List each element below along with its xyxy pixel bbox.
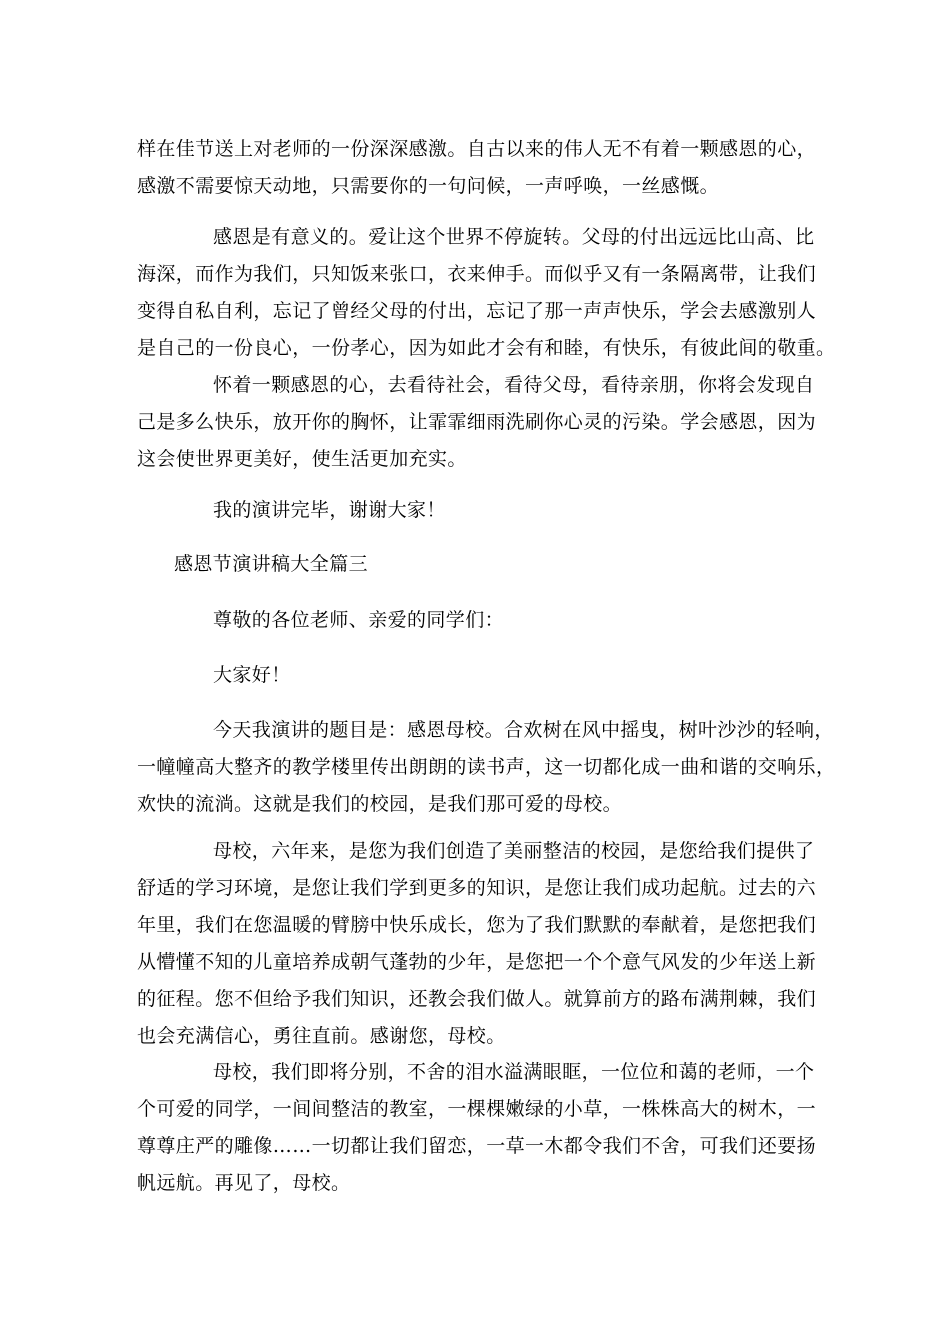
text-line: 从懵懂不知的儿童培养成朝气蓬勃的少年，是您把一个个意气风发的少年送上新 — [137, 951, 817, 973]
paragraph-8 — [137, 833, 827, 1055]
paragraph-3 — [137, 367, 827, 478]
text-line: 一幢幢高大整齐的教学楼里传出朗朗的读书声，这一切都化成一曲和谐的交响乐， — [137, 756, 836, 778]
paragraph-6 — [137, 657, 827, 694]
text-line: 个可爱的同学，一间间整洁的教室，一棵棵嫩绿的小草，一株株高大的树木，一 — [137, 1098, 817, 1120]
text-line: 欢快的流淌。这就是我们的校园，是我们那可爱的母校。 — [137, 793, 623, 815]
text-line: 尊尊庄严的雕像……一切都让我们留恋，一草一木都令我们不舍，可我们还要扬 — [137, 1135, 817, 1157]
paragraph-9 — [137, 1054, 827, 1202]
text-line: 尊敬的各位老师、亲爱的同学们： — [213, 609, 505, 631]
text-line: 母校，我们即将分别，不舍的泪水溢满眼眶，一位位和蔼的老师，一个 — [213, 1061, 815, 1083]
text-line: 也会充满信心，勇往直前。感谢您，母校。 — [137, 1025, 506, 1047]
text-line: 变得自私自利，忘记了曾经父母的付出，忘记了那一声声快乐，学会去感激别人 — [137, 300, 817, 322]
text-line: 样在佳节送上对老师的一份深深感激。自古以来的伟人无不有着一颗感恩的心， — [137, 138, 817, 160]
text-line: 海深，而作为我们，只知饭来张口，衣来伸手。而似乎又有一条隔离带，让我们 — [137, 263, 817, 285]
text-line: 大家好！ — [213, 664, 291, 686]
section-heading — [174, 546, 368, 583]
text-line: 这会使世界更美好，使生活更加充实。 — [137, 448, 467, 470]
text-line: 己是多么快乐，放开你的胸怀，让霏霏细雨洗刷你心灵的污染。学会感恩，因为 — [137, 411, 817, 433]
text-line: 怀着一颗感恩的心，去看待社会，看待父母，看待亲朋，你将会发现自 — [213, 374, 815, 396]
text-line: 的征程。您不但给予我们知识，还教会我们做人。就算前方的路布满荆棘，我们 — [137, 988, 817, 1010]
paragraph-7 — [137, 712, 836, 823]
text-line: 我的演讲完毕，谢谢大家！ — [213, 499, 446, 521]
text-line: 感激不需要惊天动地，只需要你的一句问候，一声呼唤，一丝感慨。 — [137, 175, 720, 197]
text-line: 今天我演讲的题目是：感恩母校。合欢树在风中摇曳，树叶沙沙的轻响， — [213, 719, 834, 741]
text-line: 母校，六年来，是您为我们创造了美丽整洁的校园，是您给我们提供了 — [213, 840, 815, 862]
text-line: 感恩是有意义的。爱让这个世界不停旋转。父母的付出远远比山高、比 — [213, 226, 815, 248]
text-line: 年里，我们在您温暖的臂膀中快乐成长，您为了我们默默的奉献着，是您把我们 — [137, 914, 817, 936]
text-line: 是自己的一份良心，一份孝心，因为如此才会有和睦，有快乐，有彼此间的敬重。 — [137, 337, 836, 359]
heading-text: 感恩节演讲稿大全篇三 — [174, 553, 369, 575]
paragraph-5 — [137, 602, 827, 639]
text-line: 帆远航。再见了，母校。 — [137, 1172, 351, 1194]
paragraph-2 — [137, 219, 836, 367]
paragraph-4 — [137, 492, 827, 529]
text-line: 舒适的学习环境，是您让我们学到更多的知识，是您让我们成功起航。过去的六 — [137, 877, 817, 899]
paragraph-1 — [137, 131, 827, 205]
